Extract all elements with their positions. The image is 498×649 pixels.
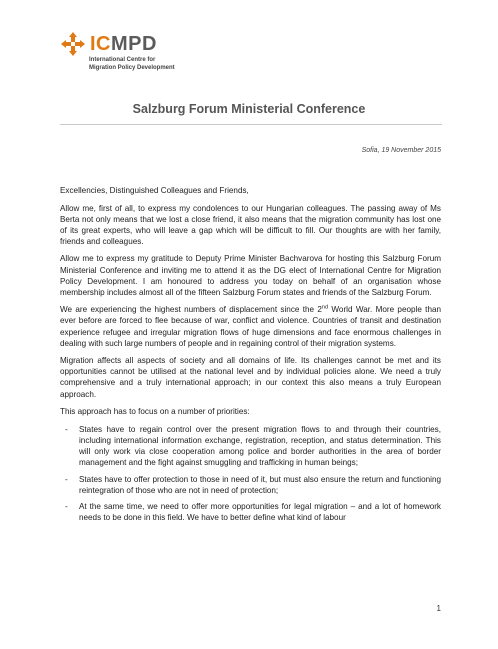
title-divider bbox=[60, 124, 442, 125]
list-item-text: States have to offer protection to those in need of it, but must also ensure the return and functioning reintegration of those who are not in need of protection; bbox=[79, 474, 441, 495]
list-item-text: States have to regain control over the present migration flows to and through their countries, including international information exchange, registration, reception, and status determination. This will only work via close cooperation among police and border authorities in the area of border management and the fight against smuggling and trafficking in human beings; bbox=[79, 424, 441, 467]
ordinal-superscript: nd bbox=[321, 304, 329, 311]
org-line-1: International Centre for bbox=[89, 57, 156, 63]
bullet-marker: - bbox=[65, 424, 68, 434]
logo-text-dark: MPD bbox=[111, 33, 157, 55]
organisation-name bbox=[89, 57, 175, 72]
document-title: Salzburg Forum Ministerial Conference bbox=[132, 102, 366, 116]
logo-wordmark bbox=[90, 33, 157, 56]
page-number: 1 bbox=[436, 604, 441, 613]
bullet-marker: - bbox=[65, 502, 68, 512]
bullet-marker: - bbox=[65, 474, 68, 484]
paragraph-gratitude: Allow me to express my gratitude to Deputy Prime Minister Bachvarova for hosting this Salzburg Forum Ministerial Conference and inviting me to attend it as the DG elect of International Centre for Migration Policy Development. I am honoured to address you today on behalf of an organisation whose membership includes almost all of the fifteen Salzburg Forum states and friends of the Salzburg Forum. bbox=[60, 254, 441, 297]
paragraph-displacement-part1: We are experiencing the highest numbers of displacement since the 2 bbox=[60, 305, 322, 315]
paragraph-displacement-part2: World War. More people than ever before are forced to flee because of war, conflict and violence. Countries of transit and destination experience refugee and irregular migration flows of huge dimensions and face enormous challenges in dealing with such large numbers of people and in regaining control of their migration systems. bbox=[60, 305, 442, 348]
paragraph-displacement bbox=[60, 304, 441, 348]
paragraph-migration-affects: Migration affects all aspects of society and all domains of life. Its challenges cannot be met and its opportunities cannot be utilised at the national level and by individual policies alone. We need a truly comprehensive and a truly international approach; in our context this also means a truly European approach. bbox=[60, 356, 441, 399]
document-body bbox=[60, 185, 441, 529]
list-item bbox=[60, 501, 441, 523]
priorities-list bbox=[60, 424, 441, 524]
list-item-text: At the same time, we need to offer more opportunities for legal migration – and a lot of homework needs to be done in this field. We have to better define what kind of labour bbox=[79, 502, 441, 523]
org-line-2: Migration Policy Development bbox=[89, 64, 175, 71]
paragraph-condolences: Allow me, first of all, to express my condolences to our Hungarian colleagues. The passing away of Ms Berta not only means that we lost a close friend, it also means that the migration community has lost one of its great experts, who will leave a gap which will be difficult to fill. Our thoughts are with her family, friends and colleagues. bbox=[60, 203, 441, 246]
paragraph-priorities-intro: This approach has to focus on a number of priorities: bbox=[60, 407, 250, 417]
list-item bbox=[60, 424, 441, 468]
icmpd-arrows-icon bbox=[60, 31, 86, 57]
salutation: Excellencies, Distinguished Colleagues and Friends, bbox=[60, 186, 249, 195]
document-date: Sofia, 19 November 2015 bbox=[361, 147, 441, 154]
logo-text-accent: IC bbox=[90, 33, 111, 55]
list-item bbox=[60, 474, 441, 496]
